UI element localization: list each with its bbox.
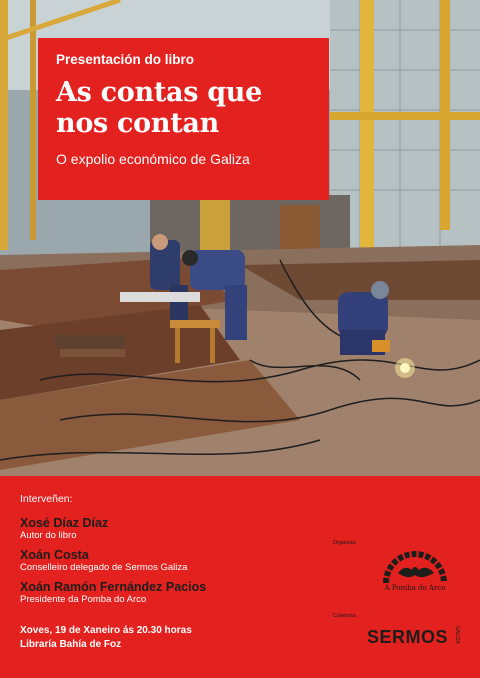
event-datetime: Xoves, 19 de Xaneiro ás 20.30 horas	[20, 625, 192, 636]
speakers-heading: Interveñen:	[20, 493, 73, 505]
speaker-role: Conselleiro delegado de Sermos Galiza	[20, 562, 188, 573]
organizer-name: A Pomba do Arco	[384, 584, 446, 592]
event-details	[20, 624, 192, 652]
kicker: Presentación do libro	[56, 52, 195, 67]
organiza-label: Organiza:	[333, 540, 357, 546]
book-title-line-1: As contas que	[56, 77, 262, 108]
event-place: Libraría Bahía de Foz	[20, 639, 122, 650]
sermos-logo-subtitle: GALIZA	[454, 626, 460, 644]
speaker-item	[20, 580, 320, 606]
speakers-section	[20, 493, 320, 612]
title-box	[38, 38, 329, 200]
speaker-role: Presidente da Pomba do Arco	[20, 594, 147, 605]
speaker-role: Autor do libro	[20, 530, 77, 541]
speaker-name: Xoán Costa	[20, 548, 89, 562]
speaker-item	[20, 548, 320, 574]
colabora-label: Colabora:	[333, 613, 357, 619]
book-title-line-2: nos contan	[56, 108, 219, 139]
book-subtitle: O expolio económico de Galiza	[56, 151, 250, 167]
speaker-name: Xosé Díaz Díaz	[20, 516, 109, 530]
sermos-logo: SERMOS	[367, 627, 449, 647]
book-title	[56, 77, 313, 139]
speaker-name: Xoán Ramón Fernández Pacios	[20, 580, 207, 594]
speaker-item	[20, 516, 320, 542]
